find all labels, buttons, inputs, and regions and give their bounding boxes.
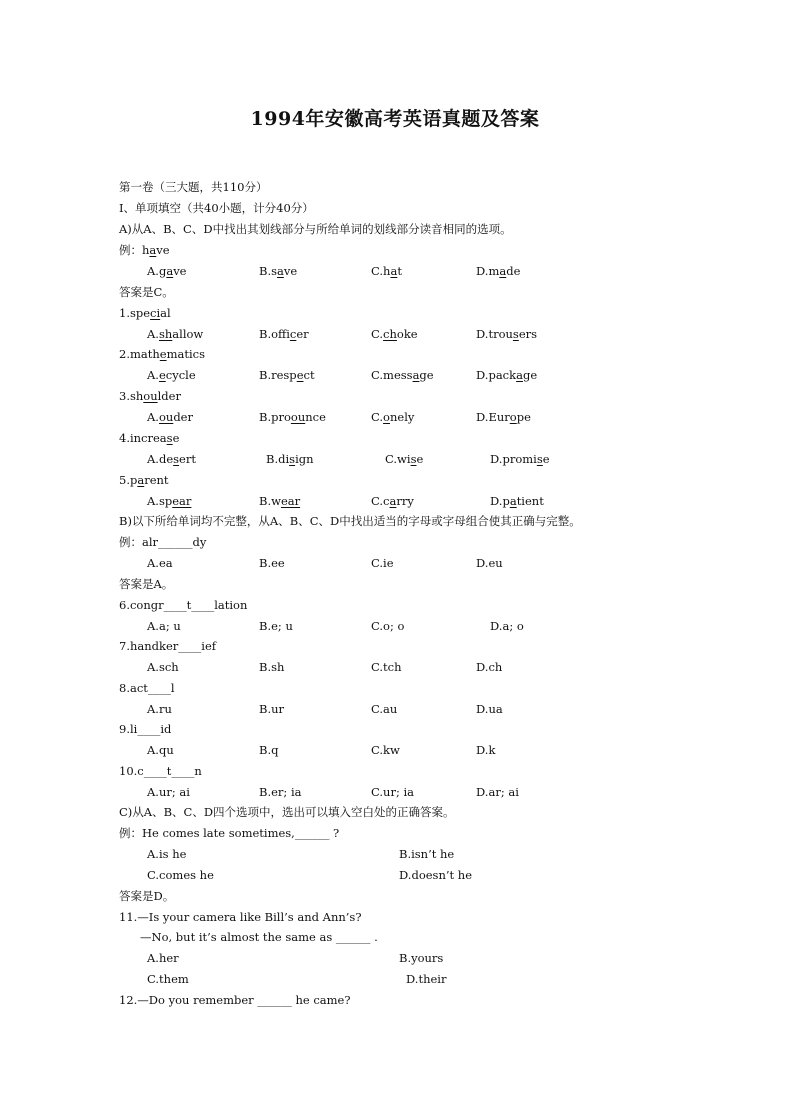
option-d — [490, 492, 544, 510]
question-12: 12.—Do you remember ______ he came? — [119, 993, 351, 1007]
underlined-letters: a — [499, 264, 507, 278]
instruction-a: A)从A、B、C、D中找出其划线部分与所给单词的划线部分读音相同的选项。 — [119, 222, 512, 236]
text-segment: A. — [147, 410, 159, 424]
underlined-letters: sh — [158, 327, 173, 341]
underlined-letters: ou — [143, 389, 158, 403]
option-c — [371, 262, 402, 280]
text-segment: D.pack — [476, 368, 517, 382]
underlined-letters: a — [389, 494, 397, 508]
option-d: D.eu — [476, 556, 503, 570]
option-b — [266, 450, 314, 468]
text-segment: h — [142, 243, 150, 257]
question-9: 9.li____id — [119, 722, 172, 736]
option-b: B.sh — [259, 660, 285, 674]
option-d: D.k — [476, 743, 496, 757]
text-segment: B.offi — [259, 327, 290, 341]
option-d — [476, 366, 537, 384]
example-answer: 答案是D。 — [119, 889, 175, 903]
option-b: B.q — [259, 743, 279, 757]
underlined-letters: e — [159, 347, 167, 361]
underlined-letters: c — [289, 327, 297, 341]
question-3 — [119, 387, 181, 405]
text-segment: A. — [147, 327, 159, 341]
text-segment: rry — [396, 494, 414, 508]
option-c — [371, 325, 418, 343]
text-segment: D.Eur — [476, 410, 510, 424]
option-c: C.kw — [371, 743, 400, 757]
option-c: C.them — [147, 972, 189, 986]
text-segment: D.p — [490, 494, 510, 508]
option-a: A.ru — [147, 702, 172, 716]
underlined-letters: ou — [290, 410, 306, 424]
text-segment: nely — [389, 410, 415, 424]
text-segment: B.s — [259, 264, 278, 278]
text-segment: ert — [179, 452, 196, 466]
question-1 — [119, 304, 171, 322]
text-segment: cycle — [165, 368, 196, 382]
option-b: B.ee — [259, 556, 285, 570]
instruction-b: B)以下所给单词均不完整，从A、B、C、D中找出适当的字母或字母组合使其正确与完整。 — [119, 514, 581, 528]
option-d — [476, 262, 520, 280]
text-segment: ge — [522, 368, 538, 382]
text-segment: nce — [305, 410, 326, 424]
option-a — [147, 450, 196, 468]
option-b — [259, 408, 326, 426]
option-c — [371, 366, 434, 384]
option-d — [476, 325, 537, 343]
text-segment: oke — [396, 327, 418, 341]
text-segment: B.w — [259, 494, 281, 508]
underlined-letters: o — [509, 410, 517, 424]
text-segment: lder — [157, 389, 181, 403]
part-heading: 第一卷（三大题，共110分） — [119, 180, 268, 194]
text-segment: B.pro — [259, 410, 291, 424]
question-11-reply: —No, but it’s almost the same as ______ . — [140, 930, 378, 944]
option-b: B.isn’t he — [399, 847, 455, 861]
question-4 — [119, 429, 179, 447]
example-a-word: 例：have — [119, 243, 170, 257]
text-segment: B.di — [266, 452, 290, 466]
text-segment: C.h — [371, 264, 391, 278]
underlined-letters: s — [289, 452, 296, 466]
underlined-letters: a — [277, 264, 284, 278]
option-b — [259, 325, 309, 343]
option-c — [371, 492, 414, 510]
text-segment: e — [542, 452, 550, 466]
option-c: C.tch — [371, 660, 402, 674]
underlined-letters: a — [412, 368, 420, 382]
text-segment: rent — [144, 473, 169, 487]
option-a: A.is he — [147, 847, 187, 861]
option-d — [476, 408, 531, 426]
text-segment: D.trou — [476, 327, 513, 341]
text-segment: A. — [147, 368, 159, 382]
underlined-letters: ch — [383, 327, 397, 341]
option-a: A.sch — [147, 660, 179, 674]
underlined-letters: a — [390, 264, 398, 278]
underlined-letters: e — [296, 368, 304, 382]
option-b — [259, 492, 300, 510]
section-heading: I、单项填空（共40小题，计分40分） — [119, 201, 314, 215]
question-11: 11.—Is your camera like Bill’s and Ann’s? — [119, 910, 362, 924]
option-b: B.yours — [399, 951, 444, 965]
text-segment: ct — [303, 368, 315, 382]
underlined-letters: a — [516, 368, 523, 382]
example-b: 例：alr______dy — [119, 535, 207, 549]
underlined-letters: s — [166, 431, 173, 445]
page-title: 1994年安徽高考英语真题及答案 — [250, 108, 540, 130]
text-segment: allow — [172, 327, 204, 341]
underlined-letters: s — [512, 327, 519, 341]
option-a — [147, 408, 193, 426]
option-b: B.ur — [259, 702, 285, 716]
option-c: C.ie — [371, 556, 394, 570]
option-d: D.ch — [476, 660, 503, 674]
text-segment: e — [172, 431, 180, 445]
option-b: B.e; u — [259, 619, 293, 633]
option-d: D.a; o — [490, 619, 524, 633]
underlined-letters: a — [509, 494, 517, 508]
option-c: C.au — [371, 702, 398, 716]
underlined-letters: a — [149, 243, 157, 257]
option-b: B.er; ia — [259, 785, 302, 799]
option-d: D.doesn’t he — [399, 868, 473, 882]
underlined-letters: s — [536, 452, 543, 466]
text-segment: ge — [419, 368, 434, 382]
option-c: C.o; o — [371, 619, 405, 633]
text-segment: 4.increa — [119, 431, 167, 445]
option-d: D.their — [406, 972, 447, 986]
question-10: 10.c____t____n — [119, 764, 202, 778]
text-segment: de — [506, 264, 521, 278]
text-segment: 5.p — [119, 473, 138, 487]
text-segment: tient — [516, 494, 544, 508]
underlined-letters: e — [158, 368, 166, 382]
text-segment: er — [296, 327, 309, 341]
question-7: 7.handker____ief — [119, 639, 217, 653]
text-segment: e — [416, 452, 424, 466]
text-segment: B.resp — [259, 368, 297, 382]
text-segment: C. — [371, 327, 384, 341]
underlined-letters: ci — [150, 306, 161, 320]
option-d: D.ar; ai — [476, 785, 519, 799]
text-segment: A.de — [147, 452, 174, 466]
underlined-letters: a — [137, 473, 145, 487]
text-segment: C.c — [371, 494, 390, 508]
text-segment: ign — [295, 452, 314, 466]
text-segment: ve — [173, 264, 187, 278]
option-a: A.qu — [147, 743, 174, 757]
example-answer: 答案是A。 — [119, 577, 174, 591]
text-segment: C. — [371, 410, 384, 424]
underlined-letters: ear — [172, 494, 192, 508]
underlined-letters: o — [383, 410, 390, 424]
text-segment: D.m — [476, 264, 500, 278]
option-c — [385, 450, 423, 468]
text-segment: matics — [166, 347, 205, 361]
option-d: D.ua — [476, 702, 503, 716]
question-6: 6.congr____t____lation — [119, 598, 248, 612]
text-segment: t — [397, 264, 402, 278]
text-segment: ve — [283, 264, 298, 278]
option-d — [490, 450, 550, 468]
underlined-letters: a — [166, 264, 174, 278]
option-a — [147, 325, 203, 343]
question-5 — [119, 471, 169, 489]
option-c: C.comes he — [147, 868, 214, 882]
text-segment: C.wi — [385, 452, 411, 466]
underlined-letters: s — [410, 452, 417, 466]
option-a: A.her — [147, 951, 179, 965]
option-c: C.ur; ia — [371, 785, 415, 799]
text-segment: D.promi — [490, 452, 537, 466]
text-segment: 2.math — [119, 347, 160, 361]
underlined-letters: ear — [280, 494, 301, 508]
question-2 — [119, 345, 205, 363]
example-answer: 答案是C。 — [119, 285, 174, 299]
text-segment: C.mess — [371, 368, 413, 382]
underlined-letters: ou — [158, 410, 174, 424]
text-segment: A.sp — [147, 494, 173, 508]
option-a — [147, 262, 187, 280]
option-a: A.ur; ai — [147, 785, 190, 799]
word-text — [142, 243, 170, 257]
option-a: A.a; u — [147, 619, 181, 633]
underlined-letters: s — [173, 452, 180, 466]
text-segment: ers — [518, 327, 538, 341]
instruction-c: C)从A、B、C、D四个选项中，选出可以填入空白处的正确答案。 — [119, 805, 455, 819]
example-c: 例：He comes late sometimes,______ ? — [119, 826, 340, 840]
option-a — [147, 366, 196, 384]
option-b — [259, 366, 315, 384]
option-b — [259, 262, 297, 280]
option-a: A.ea — [147, 556, 173, 570]
text-segment: 1.spe — [119, 306, 151, 320]
option-c — [371, 408, 414, 426]
text-segment: al — [160, 306, 171, 320]
text-segment: A.g — [147, 264, 167, 278]
text-segment: der — [173, 410, 193, 424]
text-segment: 3.sh — [119, 389, 144, 403]
question-8: 8.act____l — [119, 681, 175, 695]
text-segment: pe — [516, 410, 531, 424]
text-segment: ve — [156, 243, 170, 257]
option-a — [147, 492, 191, 510]
